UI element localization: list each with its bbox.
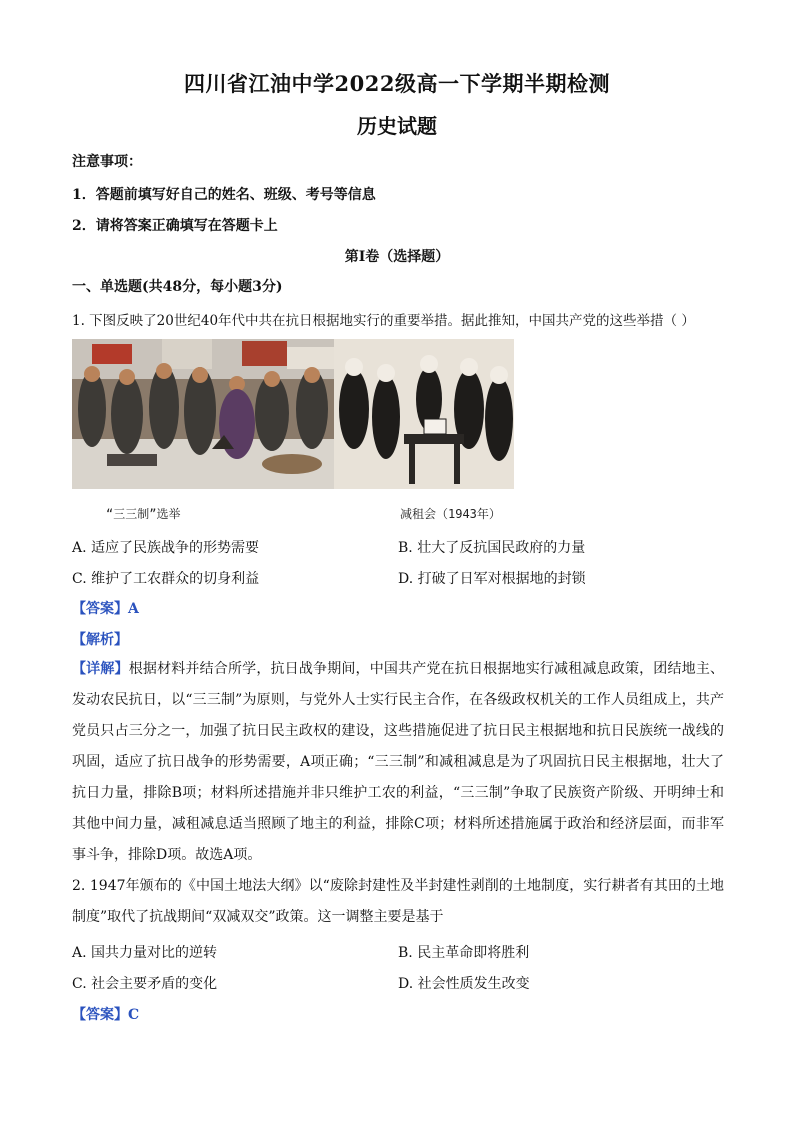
- q1-option-d: D. 打破了日军对根据地的封锁: [398, 571, 586, 587]
- q1-analysis-label: 【解析】: [72, 632, 128, 648]
- q2-option-b: B. 民主革命即将胜利: [398, 945, 530, 961]
- q1-stem: 1. 下图反映了20世纪40年代中共在抗日根据地实行的重要举措。据此推知，中国共产党的这些举措（ ）: [72, 313, 695, 329]
- notice-item-2: 2．请将答案正确填写在答题卡上: [72, 218, 278, 234]
- q1-caption-right: 减租会（1943年）: [400, 507, 501, 521]
- q1-detail-text: 根据材料并结合所学，抗日战争期间，中国共产党在抗日根据地实行减租减息政策，团结地主、发动农民抗日，以“三三制”为原则，与党外人士实行民主合作，在各级政权机关的工作人员组成上，共产党员只占三分之一，加强了抗日民主政权的建设，这些措施促进了抗日民主根据地和抗日民族统一战线的巩固，适应了抗日战争的形势需要，A项正确；“三三制”和减租减息是为了巩固抗日民主根据地，壮大了抗日力量，排除B项；材料所述措施并非只维护工农的利益，“三三制”争取了民族资产阶级、开明绅士和其他中间力量，减租减息适当照顾了地主的利益，排除C项；材料所述措施属于政治和经济层面，而非军事斗争，排除D项。故选A项。: [72, 661, 725, 863]
- volume-heading: 第Ⅰ卷（选择题）: [344, 249, 450, 265]
- q1-option-a: A. 适应了民族战争的形势需要: [72, 540, 260, 556]
- q1-detail-tag: 【详解】: [72, 661, 129, 677]
- q1-detail: [72, 654, 724, 871]
- q2-answer: 【答案】C: [72, 1007, 140, 1023]
- q1-caption-left: “三三制”选举: [106, 507, 181, 521]
- notice-heading: 注意事项：: [72, 154, 142, 170]
- exam-title: 四川省江油中学2022级高一下学期半期检测: [184, 71, 610, 96]
- section-heading: 一、单选题(共48分，每小题3分): [72, 279, 283, 295]
- q1-rent-reduction-woodcut: [334, 339, 514, 489]
- q2-option-d: D. 社会性质发生改变: [398, 976, 530, 992]
- q1-option-c: C. 维护了工农群众的切身利益: [72, 571, 260, 587]
- q2-option-a: A. 国共力量对比的逆转: [72, 945, 218, 961]
- notice-item-1: 1．答题前填写好自己的姓名、班级、考号等信息: [72, 187, 376, 203]
- q1-election-painting: [72, 339, 334, 489]
- q1-option-b: B. 壮大了反抗国民政府的力量: [398, 540, 586, 556]
- q2-option-c: C. 社会主要矛盾的变化: [72, 976, 218, 992]
- q2-stem: 2. 1947年颁布的《中国土地法大纲》以“废除封建性及半封建性剥削的土地制度，实行耕者有其田的土地制度”取代了抗战期间“双减双交”政策。这一调整主要是基于: [72, 878, 724, 925]
- exam-subject: 历史试题: [357, 114, 437, 138]
- q1-answer: 【答案】A: [72, 601, 139, 617]
